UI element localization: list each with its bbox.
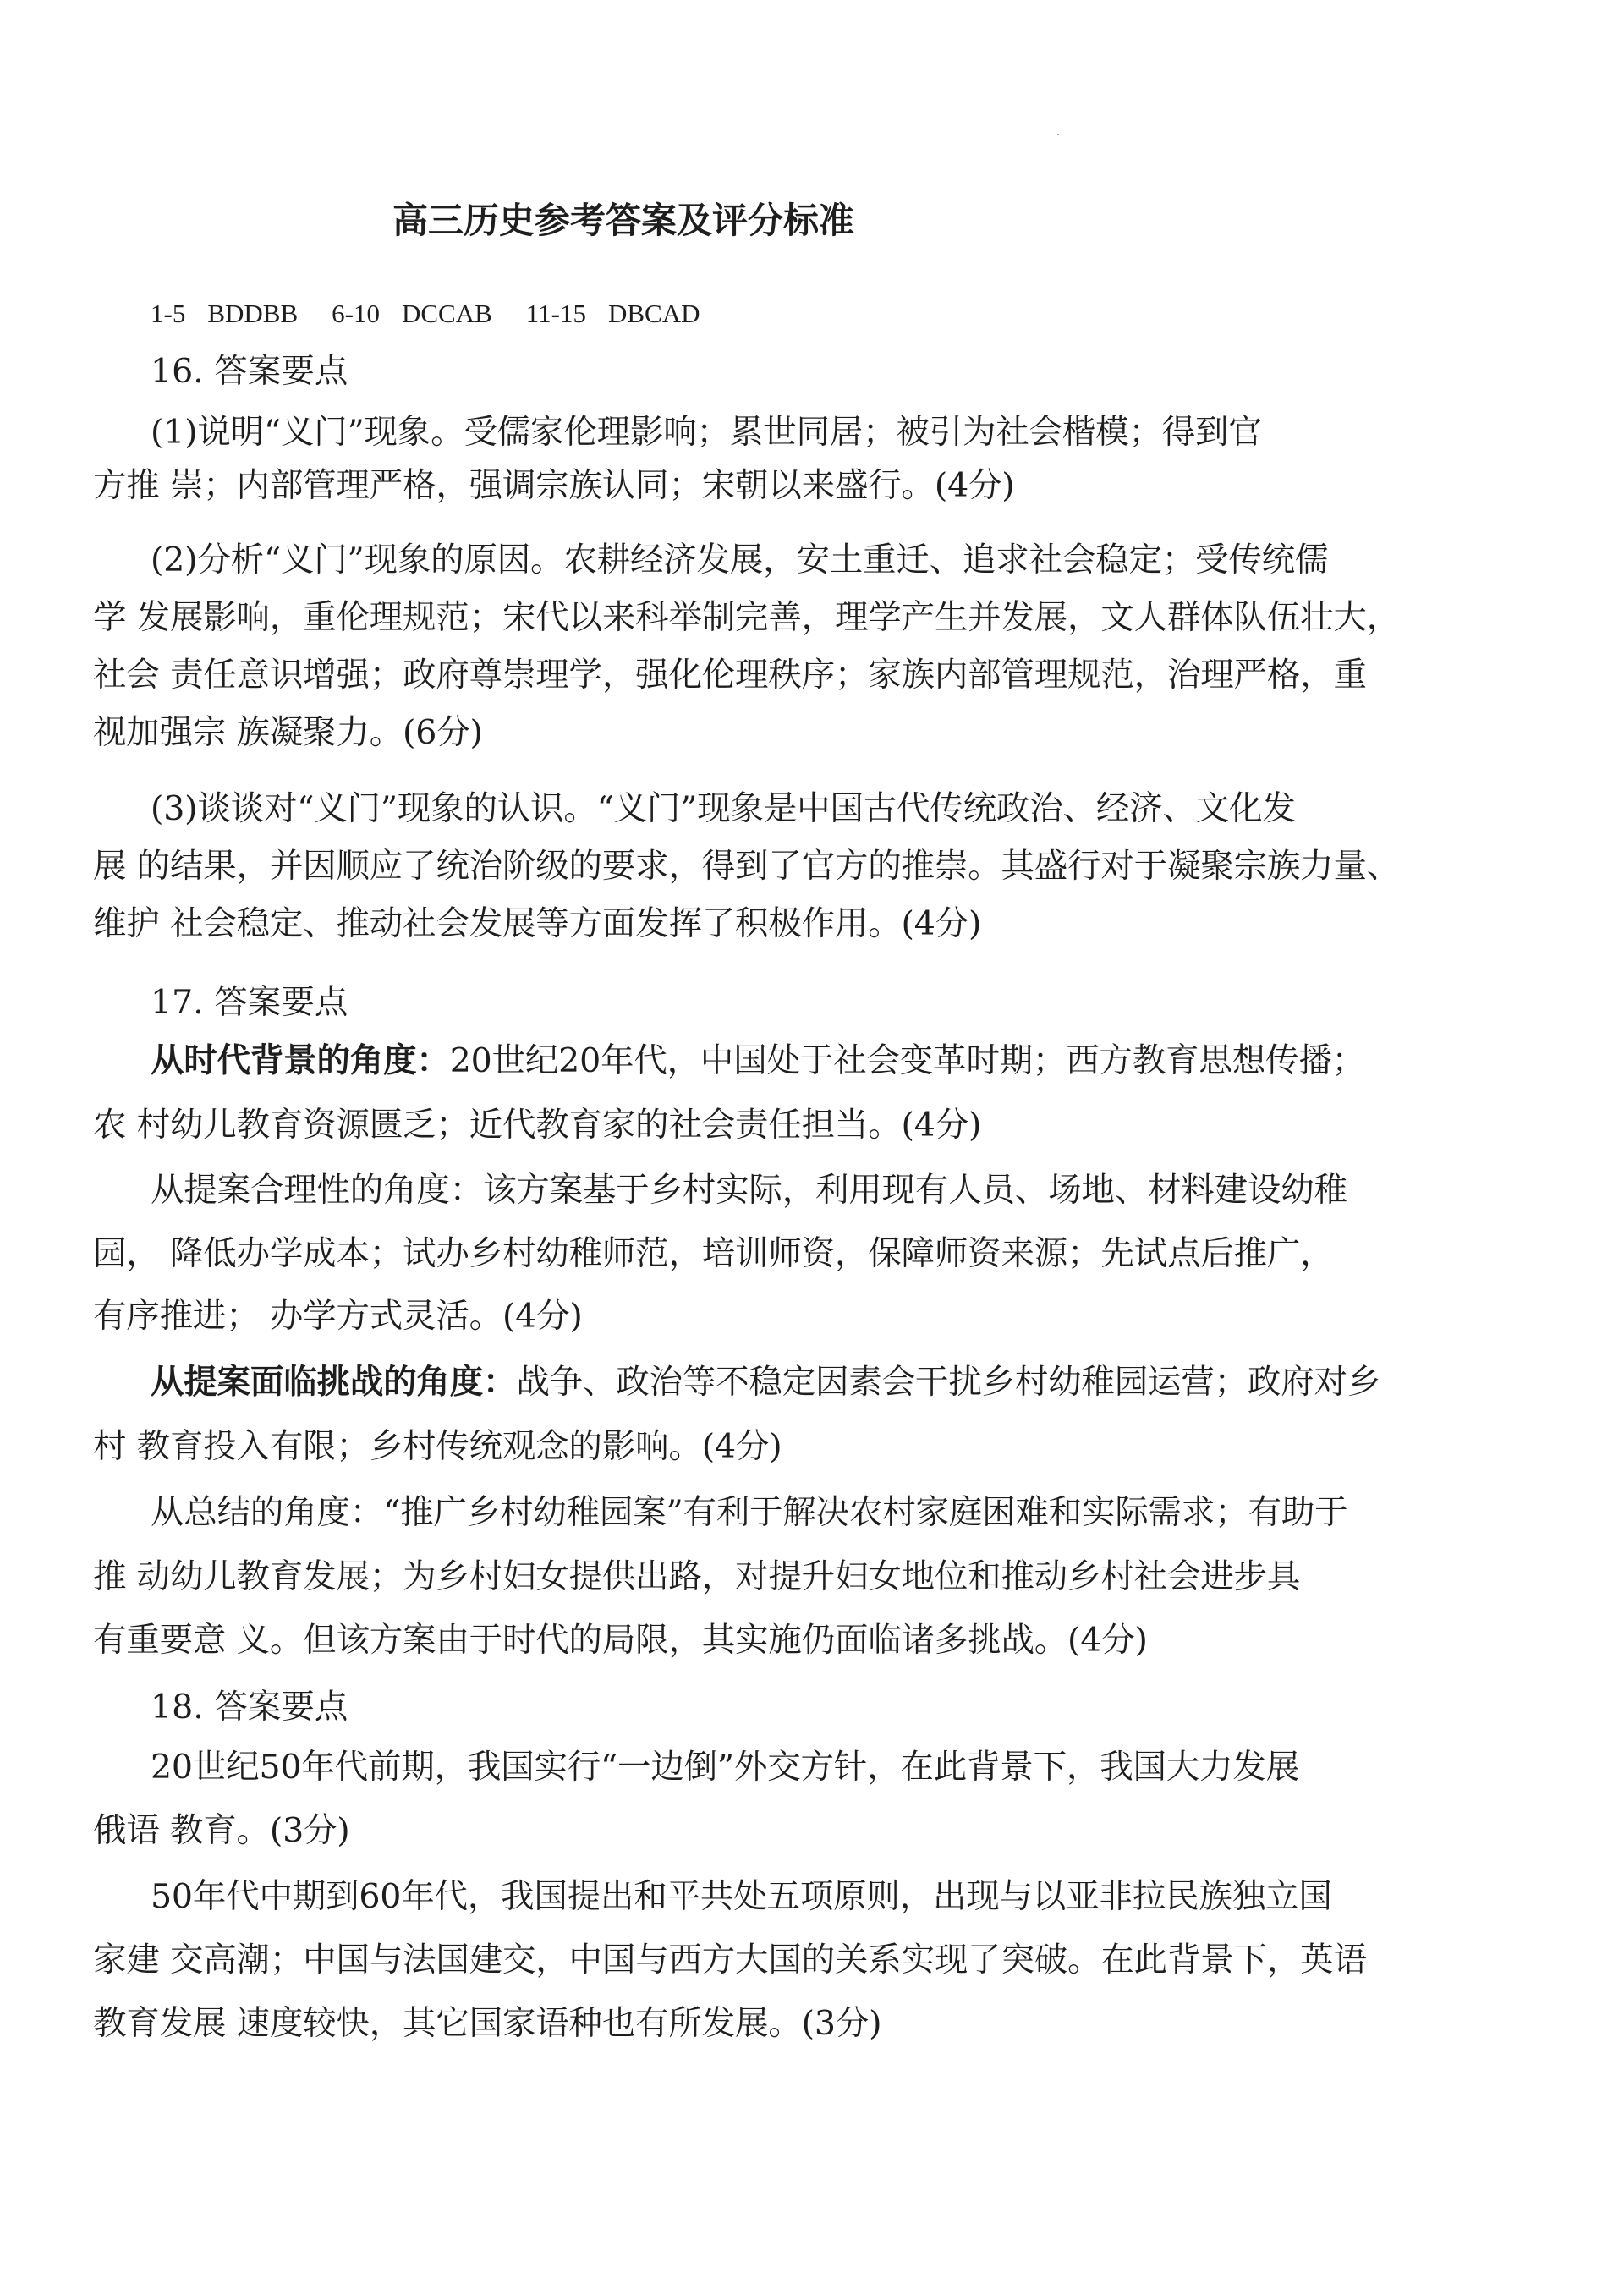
q16-p1-line: (1)说明“义门”现象。受儒家伦理影响；累世同居；被引为社会楷模；得到官 <box>151 413 1262 452</box>
q16-p2-line: (2)分析“义门”现象的原因。农耕经济发展，安土重迁、追求社会稳定；受传统儒 <box>151 541 1329 579</box>
q17-p3-line <box>151 1363 1381 1402</box>
q17-p2-line: 有序推进； 办学方式灵活。(4分) <box>93 1297 583 1336</box>
q17-p3-lead: 从提案面临挑战的角度： <box>151 1363 517 1402</box>
q17-p1-line <box>151 1041 1365 1080</box>
q16-p2-line: 社会 责任意识增强；政府尊崇理学，强化伦理秩序；家族内部管理规范，治理严格，重 <box>93 656 1367 695</box>
q16-p2-line: 学 发展影响，重伦理规范；宋代以来科举制完善，理学产生并发展，文人群体队伍壮大， <box>93 598 1401 637</box>
q16-p3-line: 展 的结果，并因顺应了统治阶级的要求，得到了官方的推崇。其盛行对于凝聚宗族力量、 <box>93 847 1401 886</box>
mc-answers: DBCAD <box>607 299 700 328</box>
mc-range: 6-10 <box>332 299 380 328</box>
scan-speck <box>1057 134 1059 135</box>
multiple-choice-answers <box>151 300 721 327</box>
page-title: 高三历史参考答案及评分标准 <box>392 200 855 241</box>
q16-p1-line: 方推 崇；内部管理严格，强调宗族认同；宋朝以来盛行。(4分) <box>93 466 1015 505</box>
q17-p1-text: 20世纪20年代，中国处于社会变革时期；西方教育思想传播； <box>449 1041 1365 1080</box>
mc-range: 11-15 <box>525 299 586 328</box>
q17-p4-line: 有重要意 义。但该方案由于时代的局限，其实施仍面临诸多挑战。(4分) <box>93 1621 1148 1660</box>
q17-p4-line: 从总结的角度：“推广乡村幼稚园案”有利于解决农村家庭困难和实际需求；有助于 <box>151 1493 1348 1532</box>
q17-heading: 17. 答案要点 <box>151 983 348 1022</box>
q16-p3-line: (3)谈谈对“义门”现象的认识。“义门”现象是中国古代传统政治、经济、文化发 <box>151 789 1296 828</box>
q18-p2-line: 教育发展 速度较快，其它国家语种也有所发展。(3分) <box>93 2004 882 2043</box>
mc-answers: BDDBB <box>207 299 299 328</box>
q18-p2-line: 50年代中期到60年代，我国提出和平共处五项原则，出现与以亚非拉民族独立国 <box>151 1877 1332 1916</box>
q18-p1-line: 俄语 教育。(3分) <box>93 1811 350 1850</box>
q16-p2-line: 视加强宗 族凝聚力。(6分) <box>93 713 483 752</box>
q18-p2-line: 家建 交高潮；中国与法国建交，中国与西方大国的关系实现了突破。在此背景下，英语 <box>93 1941 1367 1979</box>
q17-p1-line: 农 村幼儿教育资源匮乏；近代教育家的社会责任担当。(4分) <box>93 1106 982 1145</box>
q17-p3-line: 村 教育投入有限；乡村传统观念的影响。(4分) <box>93 1427 782 1466</box>
q17-p4-line: 推 动幼儿教育发展；为乡村妇女提供出路，对提升妇女地位和推动乡村社会进步具 <box>93 1557 1301 1596</box>
q17-p3-text: 战争、政治等不稳定因素会干扰乡村幼稚园运营；政府对乡 <box>516 1363 1381 1402</box>
q17-p2-line: 园， 降低办学成本；试办乡村幼稚师范，培训师资，保障师资来源；先试点后推广， <box>93 1234 1334 1273</box>
mc-answers: DCCAB <box>401 299 492 328</box>
q17-p1-lead: 从时代背景的角度： <box>151 1041 450 1080</box>
mc-range: 1-5 <box>151 299 186 328</box>
q16-p3-line: 维护 社会稳定、推动社会发展等方面发挥了积极作用。(4分) <box>93 904 982 943</box>
q17-p2-line: 从提案合理性的角度：该方案基于乡村实际，利用现有人员、场地、材料建设幼稚 <box>151 1171 1347 1210</box>
q18-p1-line: 20世纪50年代前期，我国实行“一边倒”外交方针，在此背景下，我国大力发展 <box>151 1748 1300 1787</box>
q16-heading: 16. 答案要点 <box>151 352 348 391</box>
q18-heading: 18. 答案要点 <box>151 1688 348 1727</box>
